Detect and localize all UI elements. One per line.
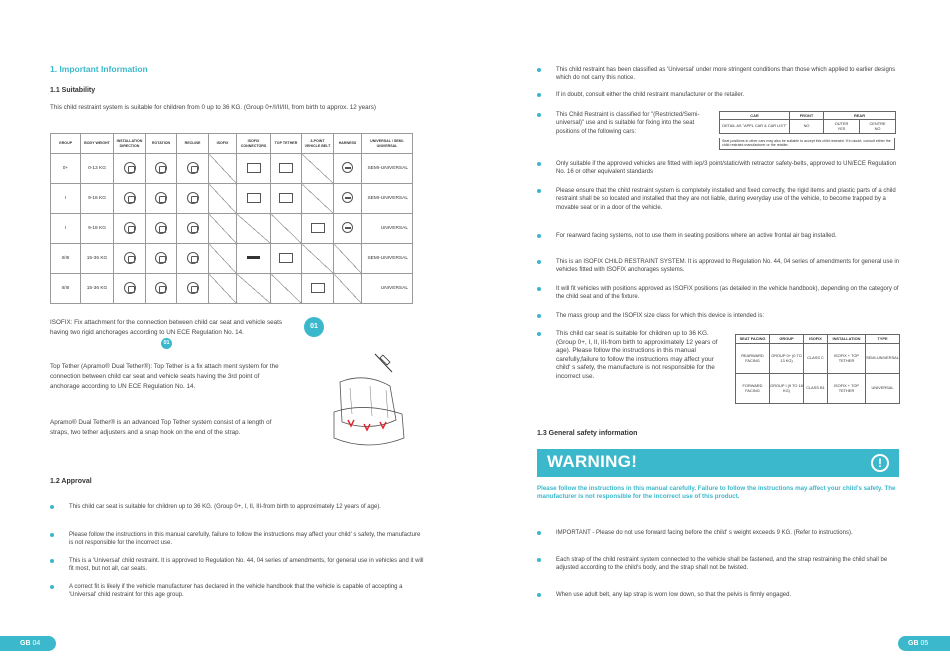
col-rotation: ROTATION (146, 134, 177, 154)
section-title-important-information: 1. Important Information (50, 64, 148, 74)
cell-class: SEMI-UNIVERSAL (362, 244, 413, 274)
recline-icon (177, 184, 209, 214)
col-recline: RECLINE (177, 134, 209, 154)
forward-facing-icon (114, 214, 146, 244)
bullet-dot (50, 585, 54, 589)
cell-class: SEMI-UNIVERSAL (362, 154, 413, 184)
cell-group: I (51, 184, 81, 214)
col-type: TYPE (866, 335, 900, 344)
table-row (736, 344, 900, 374)
isofix-definition: ISOFIX: Fix attachment for the connection between child car seat and vehicle seats having two rigid anchorages according to UN ECE Regulation No. 14. (50, 319, 283, 336)
cell-weight: 15-36 KG (81, 244, 114, 274)
page-right (475, 0, 950, 665)
harness-icon (334, 214, 362, 244)
list-item: Each strap of the child restraint system connected to the vehicle shall be fastened, and the strap restraining the child shall be adjusted according to the child's body, and the strap shall not be twisted. (556, 556, 900, 573)
warning-banner (537, 449, 899, 477)
cell-installation: ISOFIX + TOP TETHER (828, 344, 866, 374)
cell-front: NO (790, 120, 824, 134)
col-harness: HARNESS (334, 134, 362, 154)
rotation-icon (146, 184, 177, 214)
bullet-dot (537, 68, 541, 72)
dual-tether-definition: Apramo® Dual Tether® is an advanced Top Tether system consist of a length of straps, two tether adjusters and a snap hook on the end of the strap. (50, 419, 272, 436)
col-top-tether: TOP TETHER (271, 134, 302, 154)
recline-icon (177, 214, 209, 244)
table-row (51, 154, 413, 184)
cell-empty (237, 214, 271, 244)
vehicle-belt-icon (302, 274, 334, 304)
cell-empty (209, 244, 237, 274)
cell-empty (209, 214, 237, 244)
car-table-note: Seat positions in other cars may also be suitable to accept this child restraint. If in doubt, consult either the child restraint manufacturer or the retailer. (719, 138, 895, 150)
list-item: The mass group and the ISOFIX size class for which this device is intended is: (556, 312, 900, 320)
col-group: GROUP (770, 335, 804, 344)
subsection-title-approval: 1.2 Approval (50, 478, 92, 485)
cell-type: UNIVERSAL (866, 374, 900, 404)
cell-group: II/III (51, 274, 81, 304)
bullet-dot (537, 287, 541, 291)
cell-empty (302, 154, 334, 184)
cell-isofix: CLASS C (804, 344, 828, 374)
table-row (51, 214, 413, 244)
bullet-dot (537, 113, 541, 117)
col-car: CAR (720, 112, 790, 120)
rotation-icon (146, 154, 177, 184)
forward-facing-icon (114, 244, 146, 274)
cell-empty (271, 214, 302, 244)
rotation-icon (146, 214, 177, 244)
cell-group: GROUP 0+ (0 TO 13 KG) (770, 344, 804, 374)
subsection-title-general-safety: 1.3 General safety information (537, 430, 638, 437)
ref-badge-figure: 01 (304, 317, 324, 337)
cell-weight: 0-13 KG (81, 154, 114, 184)
bullet-dot (50, 559, 54, 563)
cell-weight: 9-18 KG (81, 214, 114, 244)
bullet-dot (50, 533, 54, 537)
bullet-dot (537, 234, 541, 238)
list-item: When use adult belt, any lap strap is worn low down, so that the pelvis is firmly engaged. (556, 591, 900, 599)
list-item: Only suitable if the approved vehicles are fitted with iep/3 point/static/with retractor safety-belts, approved to UN/ECE Regulation No. 16 or other equivalent standards (556, 160, 900, 177)
bullet-dot (537, 314, 541, 318)
rear-facing-icon (114, 184, 146, 214)
cell-weight: 9-18 KG (81, 184, 114, 214)
suitability-table (50, 133, 413, 304)
warning-note: Please follow the instructions in this manual carefully. Failure to follow the instructions may affect your child's safety. The manufacturer is not responsible for the incorrect use of this product. (537, 485, 896, 501)
top-tether-icon (271, 244, 302, 274)
bullet-dot (537, 531, 541, 535)
cell-empty (334, 274, 362, 304)
col-isofix-connectors: ISOFIX CONNECTORS (237, 134, 271, 154)
rotation-icon (146, 244, 177, 274)
page-number-left: GB 04 (0, 636, 56, 651)
list-item: IMPORTANT - Please do not use forward facing before the child' s weight exceeds 9 KG. (Refer to instructions). (556, 529, 900, 537)
cell-empty (302, 184, 334, 214)
bullet-dot (537, 162, 541, 166)
rotation-icon (146, 274, 177, 304)
cell-weight: 15-36 KG (81, 274, 114, 304)
cell-group: I (51, 214, 81, 244)
col-installation: INSTALLATION (828, 335, 866, 344)
col-isofix: ISOFIX (804, 335, 828, 344)
list-item: This is a 'Universal' child restraint. It is approved to Regulation No. 44, 04 series of amendments, for general use in vehicles and it will fit most, but not all, car seats. (69, 557, 424, 574)
list-item: This is an ISOFIX CHILD RESTRAINT SYSTEM. It is approved to Regulation No. 44, 04 series of amendments for general use in vehicles fitted with ISOFIX anchorages systems. (556, 258, 900, 275)
car-compatibility-table (719, 111, 896, 134)
col-universal: UNIVERSAL / SEMI-UNIVERSAL (362, 134, 413, 154)
bullet-dot (50, 505, 54, 509)
cell-empty (334, 244, 362, 274)
col-front: FRONT (790, 112, 824, 120)
cell-empty (209, 274, 237, 304)
col-isofix: ISOFIX (209, 134, 237, 154)
forward-facing-icon (114, 274, 146, 304)
cell-empty (209, 184, 237, 214)
col-seat-facing: SEAT FACING (736, 335, 770, 344)
cell-group: II/III (51, 244, 81, 274)
bullet-dot (537, 558, 541, 562)
cell-class: SEMI-UNIVERSAL (362, 184, 413, 214)
harness-icon (334, 184, 362, 214)
bullet-dot (537, 593, 541, 597)
cell-group: GROUP I (9 TO 18 KG) (770, 374, 804, 404)
list-item: A correct fit is likely if the vehicle manufacturer has declared in the vehicle handbook that the vehicle is capable of accepting a 'Universal' child restraint for this age group. (69, 583, 424, 600)
table-row (51, 244, 413, 274)
list-item: Please ensure that the child restraint system is completely installed and fixed correctly, the rigid items and plastic parts of a child restraint shall be so located and installed that they are not liable, during everyday use of the vehicle, to become trapped by a movable seat or in a door of the vehicle. (556, 187, 900, 212)
col-3-point-belt: 3-POINT VEHICLE BELT (302, 134, 334, 154)
col-rear: REAR (824, 112, 896, 120)
list-item: This child car seat is suitable for children up to 36 KG. (Group 0+, I, II, III-from birth to approximately 12 years of age). (69, 503, 424, 511)
subsection-title-suitability: 1.1 Suitability (50, 87, 96, 94)
cell-seat-facing: REARWARD FACING (736, 344, 770, 374)
list-item: This child restraint has been classified as 'Universal' under more stringent conditions than those which applied to earlier designs which do not carry this notice. (556, 66, 900, 83)
bullet-dot (537, 260, 541, 264)
isofix-table-header (736, 335, 900, 344)
recline-icon (177, 244, 209, 274)
rear-facing-icon (114, 154, 146, 184)
cell-class: UNIVERSAL (362, 214, 413, 244)
col-installation-direction: INSTALLATION DIRECTION (114, 134, 146, 154)
bullet-dot (537, 93, 541, 97)
cell-group: 0+ (51, 154, 81, 184)
isofix-class-table (735, 334, 900, 404)
cell-installation: ISOFIX + TOP TETHER (828, 374, 866, 404)
table-row (736, 374, 900, 404)
cell-empty (237, 274, 271, 304)
cell-car-detail: DETAIL AS "APPL CAR & CAR LIST" (720, 120, 790, 134)
harness-icon (334, 154, 362, 184)
isofix-connector-icon (237, 244, 271, 274)
col-body-weight: BODY WEIGHT (81, 134, 114, 154)
suitability-table-header (51, 134, 413, 154)
warning-title: WARNING! (547, 452, 638, 471)
cell-centre: CENTRE NO (860, 120, 896, 134)
list-item: For rearward facing systems, not to use them in seating positions where an active frontal air bag installed. (556, 232, 900, 240)
cell-seat-facing: FORWARD FACING (736, 374, 770, 404)
cell-type: SEMI-UNIVERSAL (866, 344, 900, 374)
bullet-dot (537, 189, 541, 193)
page-number-right: GB 05 (898, 636, 950, 651)
cell-outer: OUTER YES (824, 120, 860, 134)
list-item: This child car seat is suitable for children up to 36 KG. (Group 0+, I, II, III-from birth to approximately 12 years of age). Please follow the instructions in this manual carefully,failure to follow the instructions may affect your child' s safety, the manufacture is not responsible for the incorrect use. (556, 330, 726, 382)
top-tether-icon (271, 184, 302, 214)
isofix-connector-icon (237, 184, 271, 214)
cell-empty (209, 154, 237, 184)
list-item: It will fit vehicles with positions approved as ISOFIX positions (as detailed in the vehicle handbook), depending on the category of the child seat and of the fixture. (556, 285, 900, 302)
vehicle-belt-icon (302, 214, 334, 244)
cell-class: UNIVERSAL (362, 274, 413, 304)
bullet-dot (537, 332, 541, 336)
ref-badge-inline: 01 (161, 338, 172, 349)
recline-icon (177, 154, 209, 184)
cell-empty (271, 274, 302, 304)
table-row (51, 184, 413, 214)
top-tether-definition: Top Tether (Apramo® Dual Tether®): Top Tether is a fix attach ment system for the connection between child car seat and vehicle seats having the 3rd point of anchorage according to UN ECE Regulation No. 14. (50, 363, 279, 390)
list-item: Please follow the instructions in this manual carefully, failure to follow the instructions may affect your child' s safety, the manufacture is not responsible for the incorrect use. (69, 531, 424, 548)
suitability-intro: This child restraint system is suitable for children from 0 up to 36 KG. (Group 0+/I/II/III, from birth to approx. 12 years) (50, 104, 376, 111)
exclamation-icon: ! (871, 454, 889, 472)
table-row (51, 274, 413, 304)
cell-isofix: CLASS B1 (804, 374, 828, 404)
top-tether-icon (271, 154, 302, 184)
isofix-connector-icon (237, 154, 271, 184)
list-item: This Child Restraint is classified for "(Restricted/Semi-universal)" use and is suitable for fixing into the seat positions of the following cars: (556, 111, 706, 136)
list-item: If in doubt, consult either the child restraint manufacturer or the retailer. (556, 91, 900, 99)
col-group: GROUP (51, 134, 81, 154)
cell-empty (302, 244, 334, 274)
recline-icon (177, 274, 209, 304)
car-seat-illustration (320, 342, 420, 462)
